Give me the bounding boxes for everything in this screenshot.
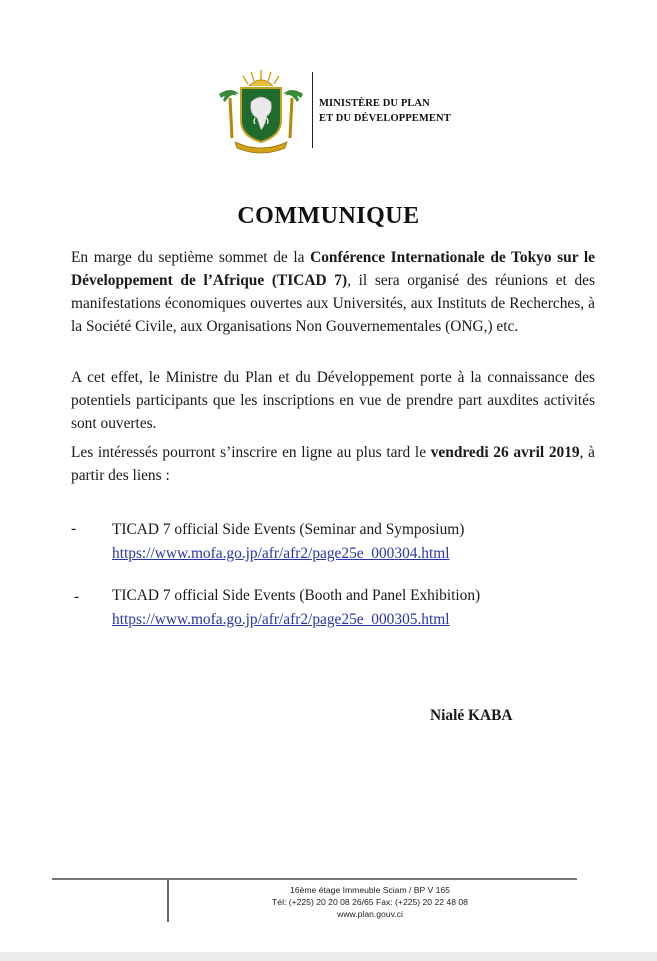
intro-text-2: , il sera organisé des réunions et des manifestations économiques ouvertes aux Universités, aux Instituts de Recherches, à la Société Civile, aux Organisations Non Gouvernementales (ONG,) etc. — [71, 272, 595, 335]
link-label: TICAD 7 official Side Events (Booth and Panel Exhibition) — [112, 587, 481, 604]
intro-text-1: En marge du septième sommet de la — [71, 249, 311, 266]
footer-phone: Tél: (+225) 20 20 08 26/65 Fax: (+225) 20 22 48 08 — [272, 897, 468, 907]
signature-name: Nialé KABA — [430, 707, 513, 724]
link-label: TICAD 7 official Side Events (Seminar and Symposium) — [112, 521, 465, 538]
page-bottom-band — [0, 952, 657, 961]
letterhead-divider — [312, 72, 313, 148]
letterhead — [215, 66, 455, 158]
footer-divider — [52, 878, 577, 880]
ministry-name — [319, 96, 451, 126]
page-title: COMMUNIQUE — [237, 203, 420, 229]
deadline-date: vendredi 26 avril 2019 — [430, 444, 580, 461]
footer-vertical-divider — [167, 880, 169, 922]
ministry-name-line2: ET DU DÉVELOPPEMENT — [319, 113, 451, 124]
list-bullet: - — [74, 588, 80, 605]
registration-link-2[interactable]: https://www.mofa.go.jp/afr/afr2/page25e_000305.html — [112, 611, 450, 628]
deadline-text-1: Les intéressés pourront s’inscrire en ligne au plus tard le — [71, 444, 431, 461]
list-item — [112, 518, 464, 566]
registration-link-1[interactable]: https://www.mofa.go.jp/afr/afr2/page25e_000304.html — [112, 545, 450, 562]
list-item — [112, 584, 480, 632]
list-bullet: - — [71, 520, 77, 537]
footer-address: 16ème étage Immeuble Sciam / BP V 165 — [290, 885, 450, 895]
coat-of-arms-icon — [215, 66, 307, 156]
deadline-text-2: , à partir des liens : — [71, 444, 595, 484]
intro-conference-name: Conférence Internationale de Tokyo sur le Développement de l’Afrique (TICAD 7) — [71, 249, 595, 289]
paragraph-deadline — [71, 441, 595, 487]
footer-website: www.plan.gouv.ci — [337, 909, 403, 919]
paragraph-intro — [71, 246, 595, 338]
ministry-name-line1: MINISTÈRE DU PLAN — [319, 98, 430, 109]
footer-contact — [230, 884, 510, 920]
paragraph-announcement: A cet effet, le Ministre du Plan et du Développement porte à la connaissance des potentiels participants que les inscriptions en vue de prendre part auxdites activités sont ouvertes. — [71, 369, 595, 432]
